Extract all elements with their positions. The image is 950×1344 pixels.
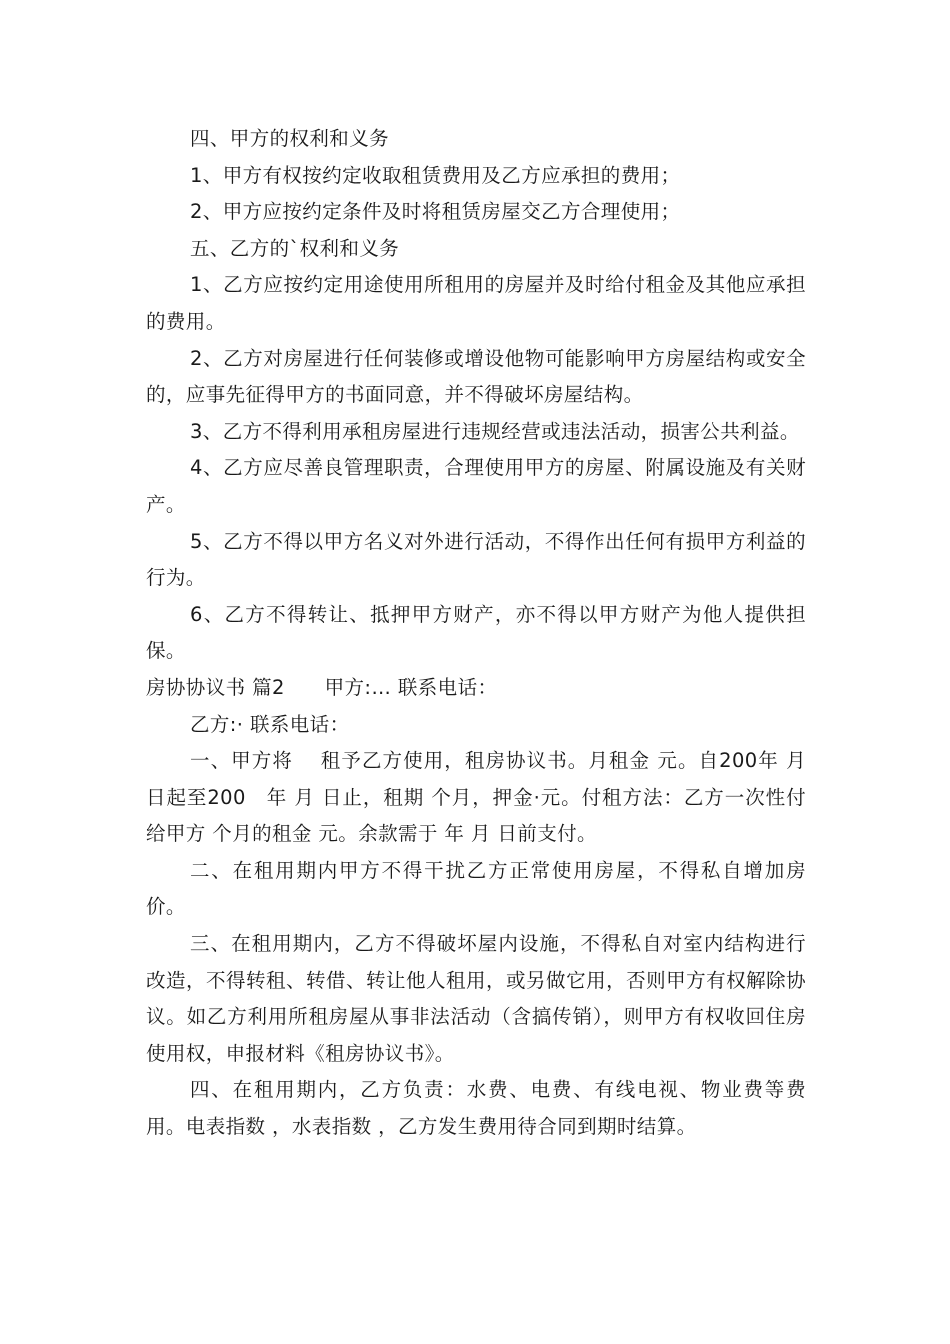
paragraph-clause-1-rent: 一、甲方将 租予乙方使用，租房协议书。月租金 元。自200年 月 日起至200 年 月 日止，租期 个月，押金·元。付租方法：乙方一次性付给甲方 个月的租金 元。余款需于 年 月 日前支付。	[146, 749, 813, 846]
paragraph-party-a-duty-2: 2、甲方应按约定条件及时将租赁房屋交乙方合理使用；	[190, 200, 681, 224]
document-body	[146, 121, 813, 1146]
paragraph-clause-2: 二、在租用期内甲方不得干扰乙方正常使用房屋，不得私自增加房价。	[146, 858, 806, 919]
paragraph-section-4-heading: 四、甲方的权利和义务	[190, 127, 390, 150]
paragraph-section-5-heading: 五、乙方的`权利和义务	[190, 236, 400, 260]
paragraph-agreement-2-title: 房协协议书 篇2 甲方:… 联系电话：	[146, 675, 498, 699]
paragraph-clause-4: 四、在租用期内，乙方负责：水费、电费、有线电视、物业费等费用。电表指数 ，水表指数 ，乙方发生费用待合同到期时结算。	[146, 1078, 806, 1139]
paragraph-party-b-item-5: 5、乙方不得以甲方名义对外进行活动，不得作出任何有损甲方利益的行为。	[146, 529, 806, 590]
paragraph-party-a-right-1: 1、甲方有权按约定收取租赁费用及乙方应承担的费用；	[190, 163, 681, 187]
paragraph-party-b-item-1: 1、乙方应按约定用途使用所租用的房屋并及时给付租金及其他应承担的费用。	[146, 273, 806, 333]
paragraph-party-b-item-6: 6、乙方不得转让、抵押甲方财产，亦不得以甲方财产为他人提供担保。	[146, 602, 806, 663]
paragraph-clause-3: 三、在租用期内，乙方不得破坏屋内设施，不得私自对室内结构进行改造，不得转租、转借、转让他人租用，或另做它用，否则甲方有权解除协议。如乙方利用所租房屋从事非法活动（含搞传销），则甲方有权收回住房使用权，申报材料《租房协议书》。	[146, 932, 806, 1065]
paragraph-party-b-contact: 乙方:· 联系电话：	[190, 712, 350, 736]
paragraph-party-b-item-3: 3、乙方不得利用承租房屋进行违规经营或违法活动，损害公共利益。	[190, 419, 800, 443]
paragraph-party-b-item-4: 4、乙方应尽善良管理职责，合理使用甲方的房屋、附属设施及有关财产。	[146, 456, 806, 516]
paragraph-party-b-item-2: 2、乙方对房屋进行任何装修或增设他物可能影响甲方房屋结构或安全的，应事先征得甲方的书面同意，并不得破坏房屋结构。	[146, 346, 806, 407]
